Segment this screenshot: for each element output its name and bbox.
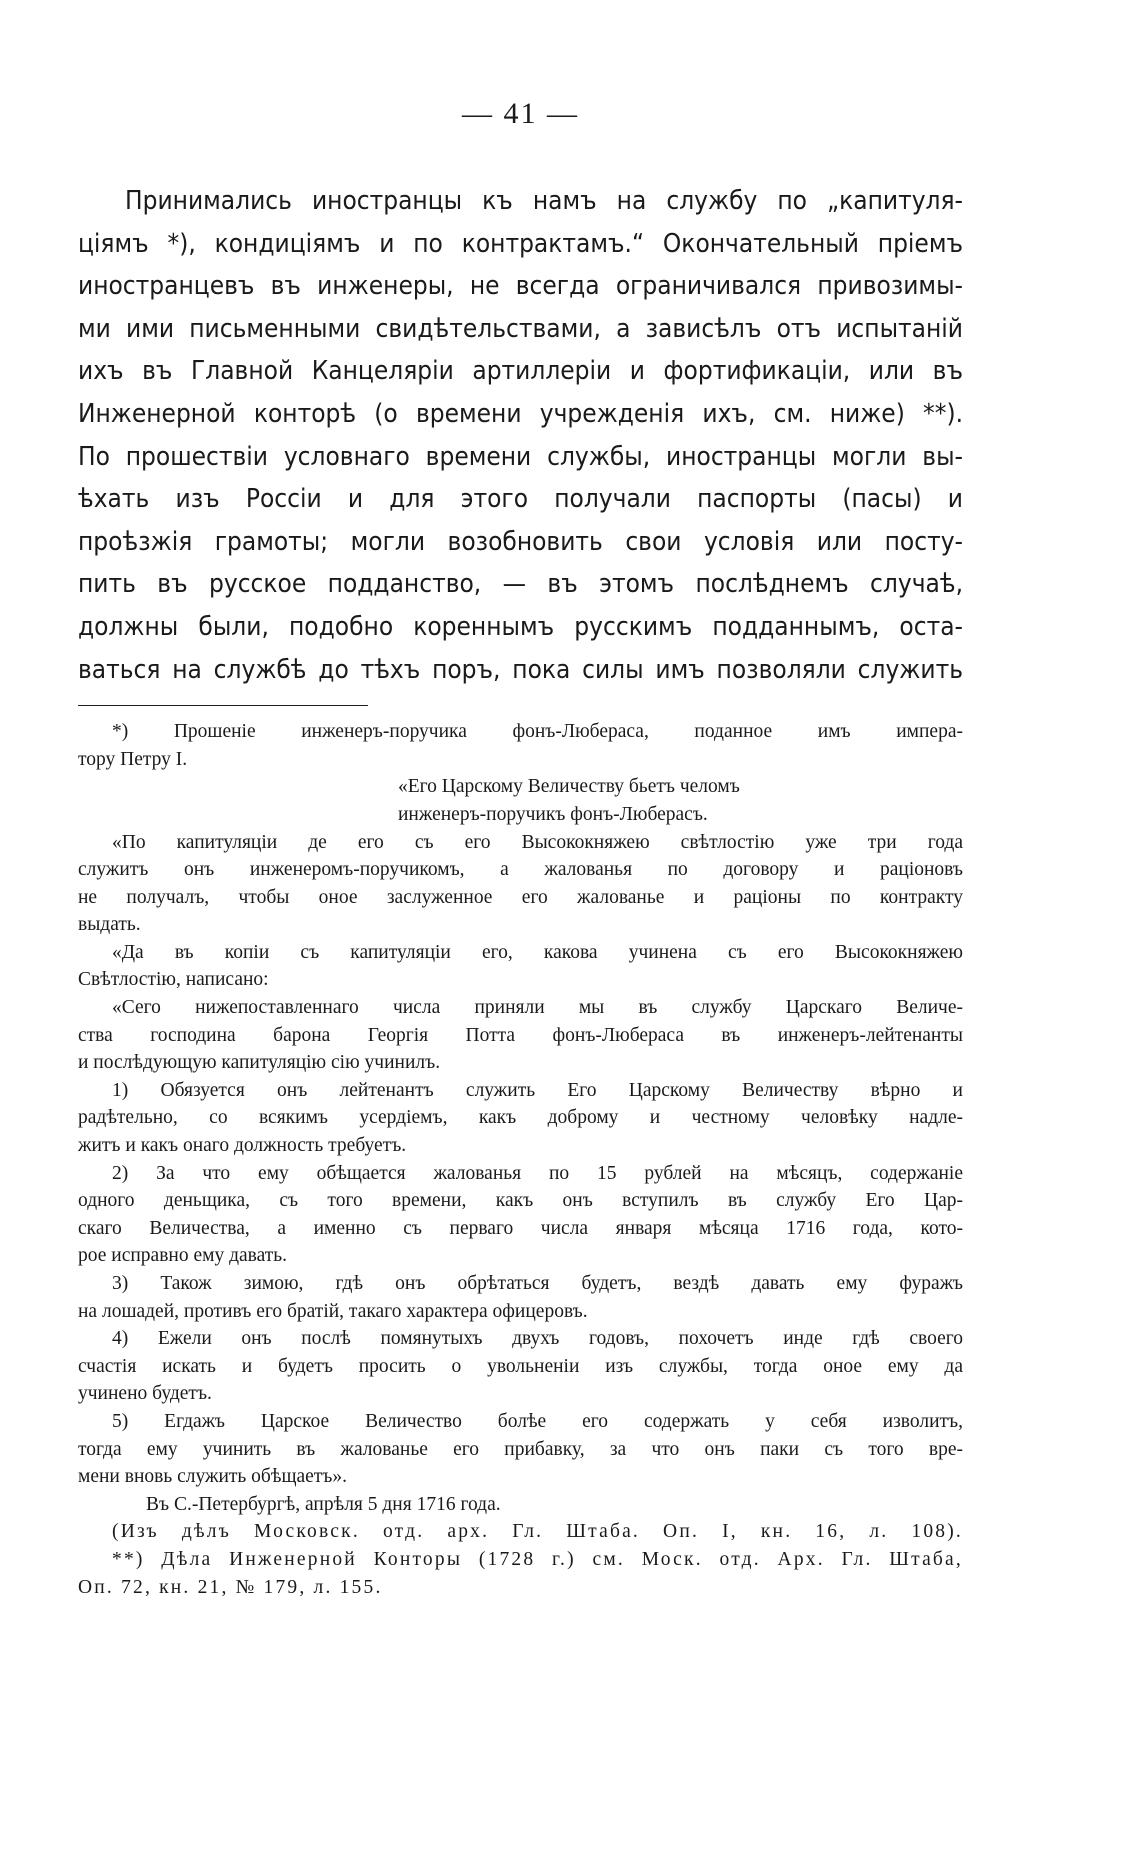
footnote-line: 1) Обязуется онъ лейтенантъ служить Его Царскому Величеству вѣрно и xyxy=(112,1079,963,1101)
footnote-line: счастія искать и будетъ просить о увольненіи изъ службы, тогда оное ему да xyxy=(78,1355,963,1377)
footnote-line: радѣтельно, со всякимъ усердіемъ, какъ доброму и честному человѣку надле- xyxy=(78,1107,963,1129)
footnote-line: **) Дѣла Инженерной Конторы (1728 г.) см. Моск. отд. Арх. Гл. Штаба, xyxy=(112,1548,963,1570)
footnote-line: 3) Також зимою, гдѣ онъ обрѣтаться будетъ, вездѣ давать ему фуражъ xyxy=(112,1273,963,1294)
footnote-line: служитъ онъ инженеромъ-поручикомъ, а жалованья по договору и раціоновъ xyxy=(78,859,963,881)
main-line: пить въ русское подданство, — въ этомъ послѣднемъ случаѣ, xyxy=(78,569,963,600)
footnote-line: *) Прошеніе инженеръ-поручика фонъ-Люберaса, поданное имъ импера- xyxy=(112,721,963,743)
footnote-line: Въ С.-Петербургѣ, апрѣля 5 дня 1716 года. xyxy=(146,1493,501,1515)
footnote-line: тору Петру I. xyxy=(78,748,188,770)
main-line: проѣзжія грамоты; могли возобновить свои условія или посту- xyxy=(78,526,963,557)
footnote-line: одного деньщика, съ того времени, какъ онъ вступилъ въ службу Его Цар- xyxy=(78,1190,963,1212)
main-line: Принимались иностранцы къ намъ на службу по „капитуля- xyxy=(125,186,963,216)
main-line: ѣхать изъ Россіи и для этого получали паспорты (пасы) и xyxy=(78,484,963,515)
footnote-line: тогда ему учинить въ жалованье его прибавку, за что онъ паки съ того вре- xyxy=(78,1438,963,1460)
footnote-line: на лошадей, противъ его братій, такаго характера офицеровъ. xyxy=(78,1300,588,1322)
footnote-line: «По капитуляціи де его съ его Высококняжею свѣтлостію уже три года xyxy=(112,831,963,853)
document-page xyxy=(78,96,963,1601)
footnotes xyxy=(78,718,963,1601)
footnote-line: «Сего нижепоставленнаго числа приняли мы въ службу Царскаго Величе- xyxy=(112,997,963,1019)
footnote-line: выдать. xyxy=(78,914,141,936)
main-line: должны были, подобно кореннымъ русскимъ подданнымъ, оста- xyxy=(78,611,963,642)
footnote-line: ства господина барона Георгія Потта фонъ-Любераса въ инженеръ-лейтенанты xyxy=(78,1024,963,1046)
main-text xyxy=(78,180,963,691)
footnote-line: (Изъ дѣлъ Московск. отд. арх. Гл. Штаба. Оп. I, кн. 16, л. 108). xyxy=(112,1521,963,1543)
footnote-line: Свѣтлостію, написано: xyxy=(78,969,269,991)
main-line: ихъ въ Главной Канцеляріи артиллеріи и фортификаціи, или въ xyxy=(78,356,963,387)
footnote-line: рое исправно ему давать. xyxy=(78,1245,288,1267)
footnote-line: «Его Царскому Величеству бьетъ челомъ xyxy=(398,776,740,798)
footnote-line: «Да въ копіи съ капитуляціи его, какова учинена съ его Высококняжею xyxy=(112,941,963,963)
main-line: иностранцевъ въ инженеры, не всегда ограничивался привозимы- xyxy=(78,271,963,302)
footnote-line: инженеръ-поручикъ фонъ-Люберасъ. xyxy=(398,803,708,825)
footnote-line: Оп. 72, кн. 21, № 179, л. 155. xyxy=(78,1576,383,1598)
main-line: ціямъ *), кондиціямъ и по контрактамъ.“ Окончательный пріемъ xyxy=(78,228,963,259)
footnote-line: 2) За что ему обѣщается жалованья по 15 рублей на мѣсяцъ, содержаніе xyxy=(112,1162,963,1184)
footnote-line: и послѣдующую капитуляцію сію учинилъ. xyxy=(78,1052,441,1074)
footnote-line: 4) Ежели онъ послѣ помянутыхъ двухъ годовъ, похочетъ инде гдѣ своего xyxy=(112,1328,963,1350)
page-number: — 41 — xyxy=(462,97,579,130)
footnote-line: 5) Егдажъ Царское Величество болѣе его содержать у себя изволитъ, xyxy=(112,1410,963,1432)
main-line: ми ими письменными свидѣтельствами, а зависѣлъ отъ испытаній xyxy=(78,313,963,344)
main-line: ваться на службѣ до тѣхъ поръ, пока силы имъ позволяли служить xyxy=(78,654,963,685)
footnote-line: не получалъ, чтобы оное заслуженное его жалованье и раціоны по контракту xyxy=(78,886,963,908)
main-line: По прошествіи условнаго времени службы, иностранцы могли вы- xyxy=(78,441,963,472)
footnote-line: скаго Величества, а именно съ перваго числа января мѣсяца 1716 года, кото- xyxy=(78,1217,963,1239)
footnote-line: житъ и какъ онаго должность требуетъ. xyxy=(78,1135,407,1157)
footnote-line: мени вновь служить обѣщаетъ». xyxy=(78,1466,348,1488)
main-line: Инженерной конторѣ (о времени учрежденія ихъ, см. ниже) **). xyxy=(78,398,963,429)
footnote-line: учинено будетъ. xyxy=(78,1383,212,1405)
footnote-divider xyxy=(78,705,368,706)
